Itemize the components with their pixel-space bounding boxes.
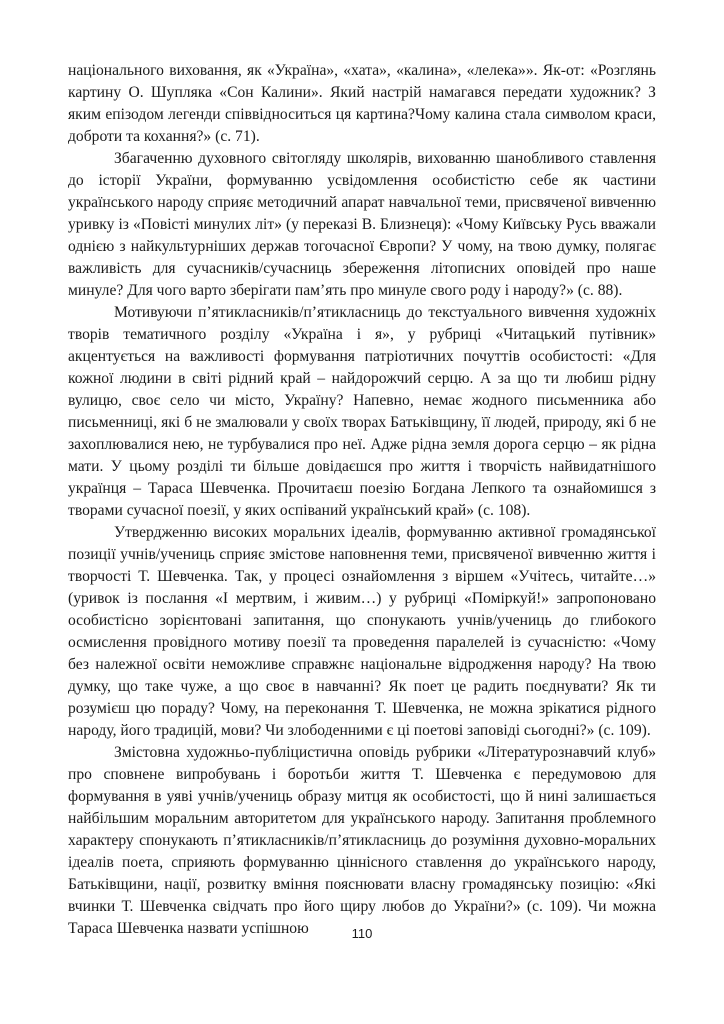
paragraph-moral-ideals: Утвердженню високих моральних ідеалів, формуванню активної громадянської позиції учнів/учениць сприяє змістове наповнення теми, присвяченої вивченню життя і творчості Т. Шевченка. Так, у процесі ознайомлення з віршем «Учітесь, читайте…» (уривок із послання «І мертвим, і живим…) у рубриці «Поміркуй!» запропоновано особистісно зорієнтовані запитання, що спонукають учнів/учениць до глибокого осмислення провідного мотиву поезії та проведення паралелей із сучасністю: «Чому без належної освіти неможливе справжнє національне відродження народу? На твою думку, що таке чуже, а що своє в навчанні? Як поет це радить поєднувати? Як ти розумієш цю пораду? Чому, на переконання Т. Шевченка, не можна зрікатися рідного народу, його традицій, мови? Чи злободенними є ці поетові заповіді сьогодні?» (с. 109). bbox=[68, 524, 656, 739]
paragraph-reader-guide: Мотивуючи п’ятикласників/п’ятикласниць до текстуального вивчення художніх творів тематичного розділу «Україна і я», у рубриці «Читацький путівник» акцентується на важливості формування патріотичних почуттів особистості: «Для кожної людини в світі рідний край – найдорожчий серцю. А за що ти любиш рідну вулицю, своє село чи місто, Україну? Напевно, немає жодного письменника або письменниці, які б не змалювали у своїх творах Батьківщину, її людей, природу, які б не захоплювалися нею, не турбувалися про неї. Адже рідна земля дорога серцю – як рідна мати. У цьому розділі ти більше довідаєшся про життя і творчість найвидатнішого українця – Тараса Шевченка. Прочитаєш поезію Богдана Лепкого та ознайомишся з творами сучасної поезії, у яких оспіваний український край» (с. 108). bbox=[68, 304, 656, 519]
paragraph-continuation: національного виховання, як «Україна», «хата», «калина», «лелека»». Як-от: «Розглянь картину О. Шупляка «Сон Калини». Який настрій намагався передати художник? З яким епізодом легенди співвідноситься ця картина?Чому калина стала символом краси, доброти та кохання?» (с. 71). bbox=[68, 62, 656, 145]
paragraph-chronicle: Збагаченню духовного світогляду школярів, вихованню шанобливого ставлення до історії України, формуванню усвідомлення особистістю себе як частини українського народу сприяє методичний апарат навчальної теми, присвяченої вивченню уривку із «Повісті минулих літ» (у переказі В. Близнеця): «Чому Київську Русь вважали однією з найкультурніших держав тогочасної Європи? У чому, на твою думку, полягає важливість для сучасників/сучасниць збереження літописних оповідей про наше минуле? Для чого варто зберігати пам’ять про минуле свого роду і народу?» (с. 88). bbox=[68, 150, 656, 299]
body-text bbox=[68, 60, 656, 940]
paragraph-literary-club: Змістовна художньо-публіцистична оповідь рубрики «Літературознавчий клуб» про сповнене випробувань і боротьби життя Т. Шевченка є передумовою для формування в уяві учнів/учениць образу митця як особистості, що й нині залишається найбільшим моральним авторитетом для українського народу. Запитання проблемного характеру спонукають п’ятикласників/п’ятикласниць до розуміння духовно-моральних ідеалів поета, сприяють формуванню ціннісного ставлення до українського народу, Батьківщини, нації, розвитку вміння пояснювати власну громадянську позицію: «Які вчинки Т. Шевченка свідчать про його щиру любов до України?» (с. 109). Чи можна Тараса Шевченка назвати успішною bbox=[68, 744, 656, 937]
page-number: 110 bbox=[351, 926, 373, 941]
